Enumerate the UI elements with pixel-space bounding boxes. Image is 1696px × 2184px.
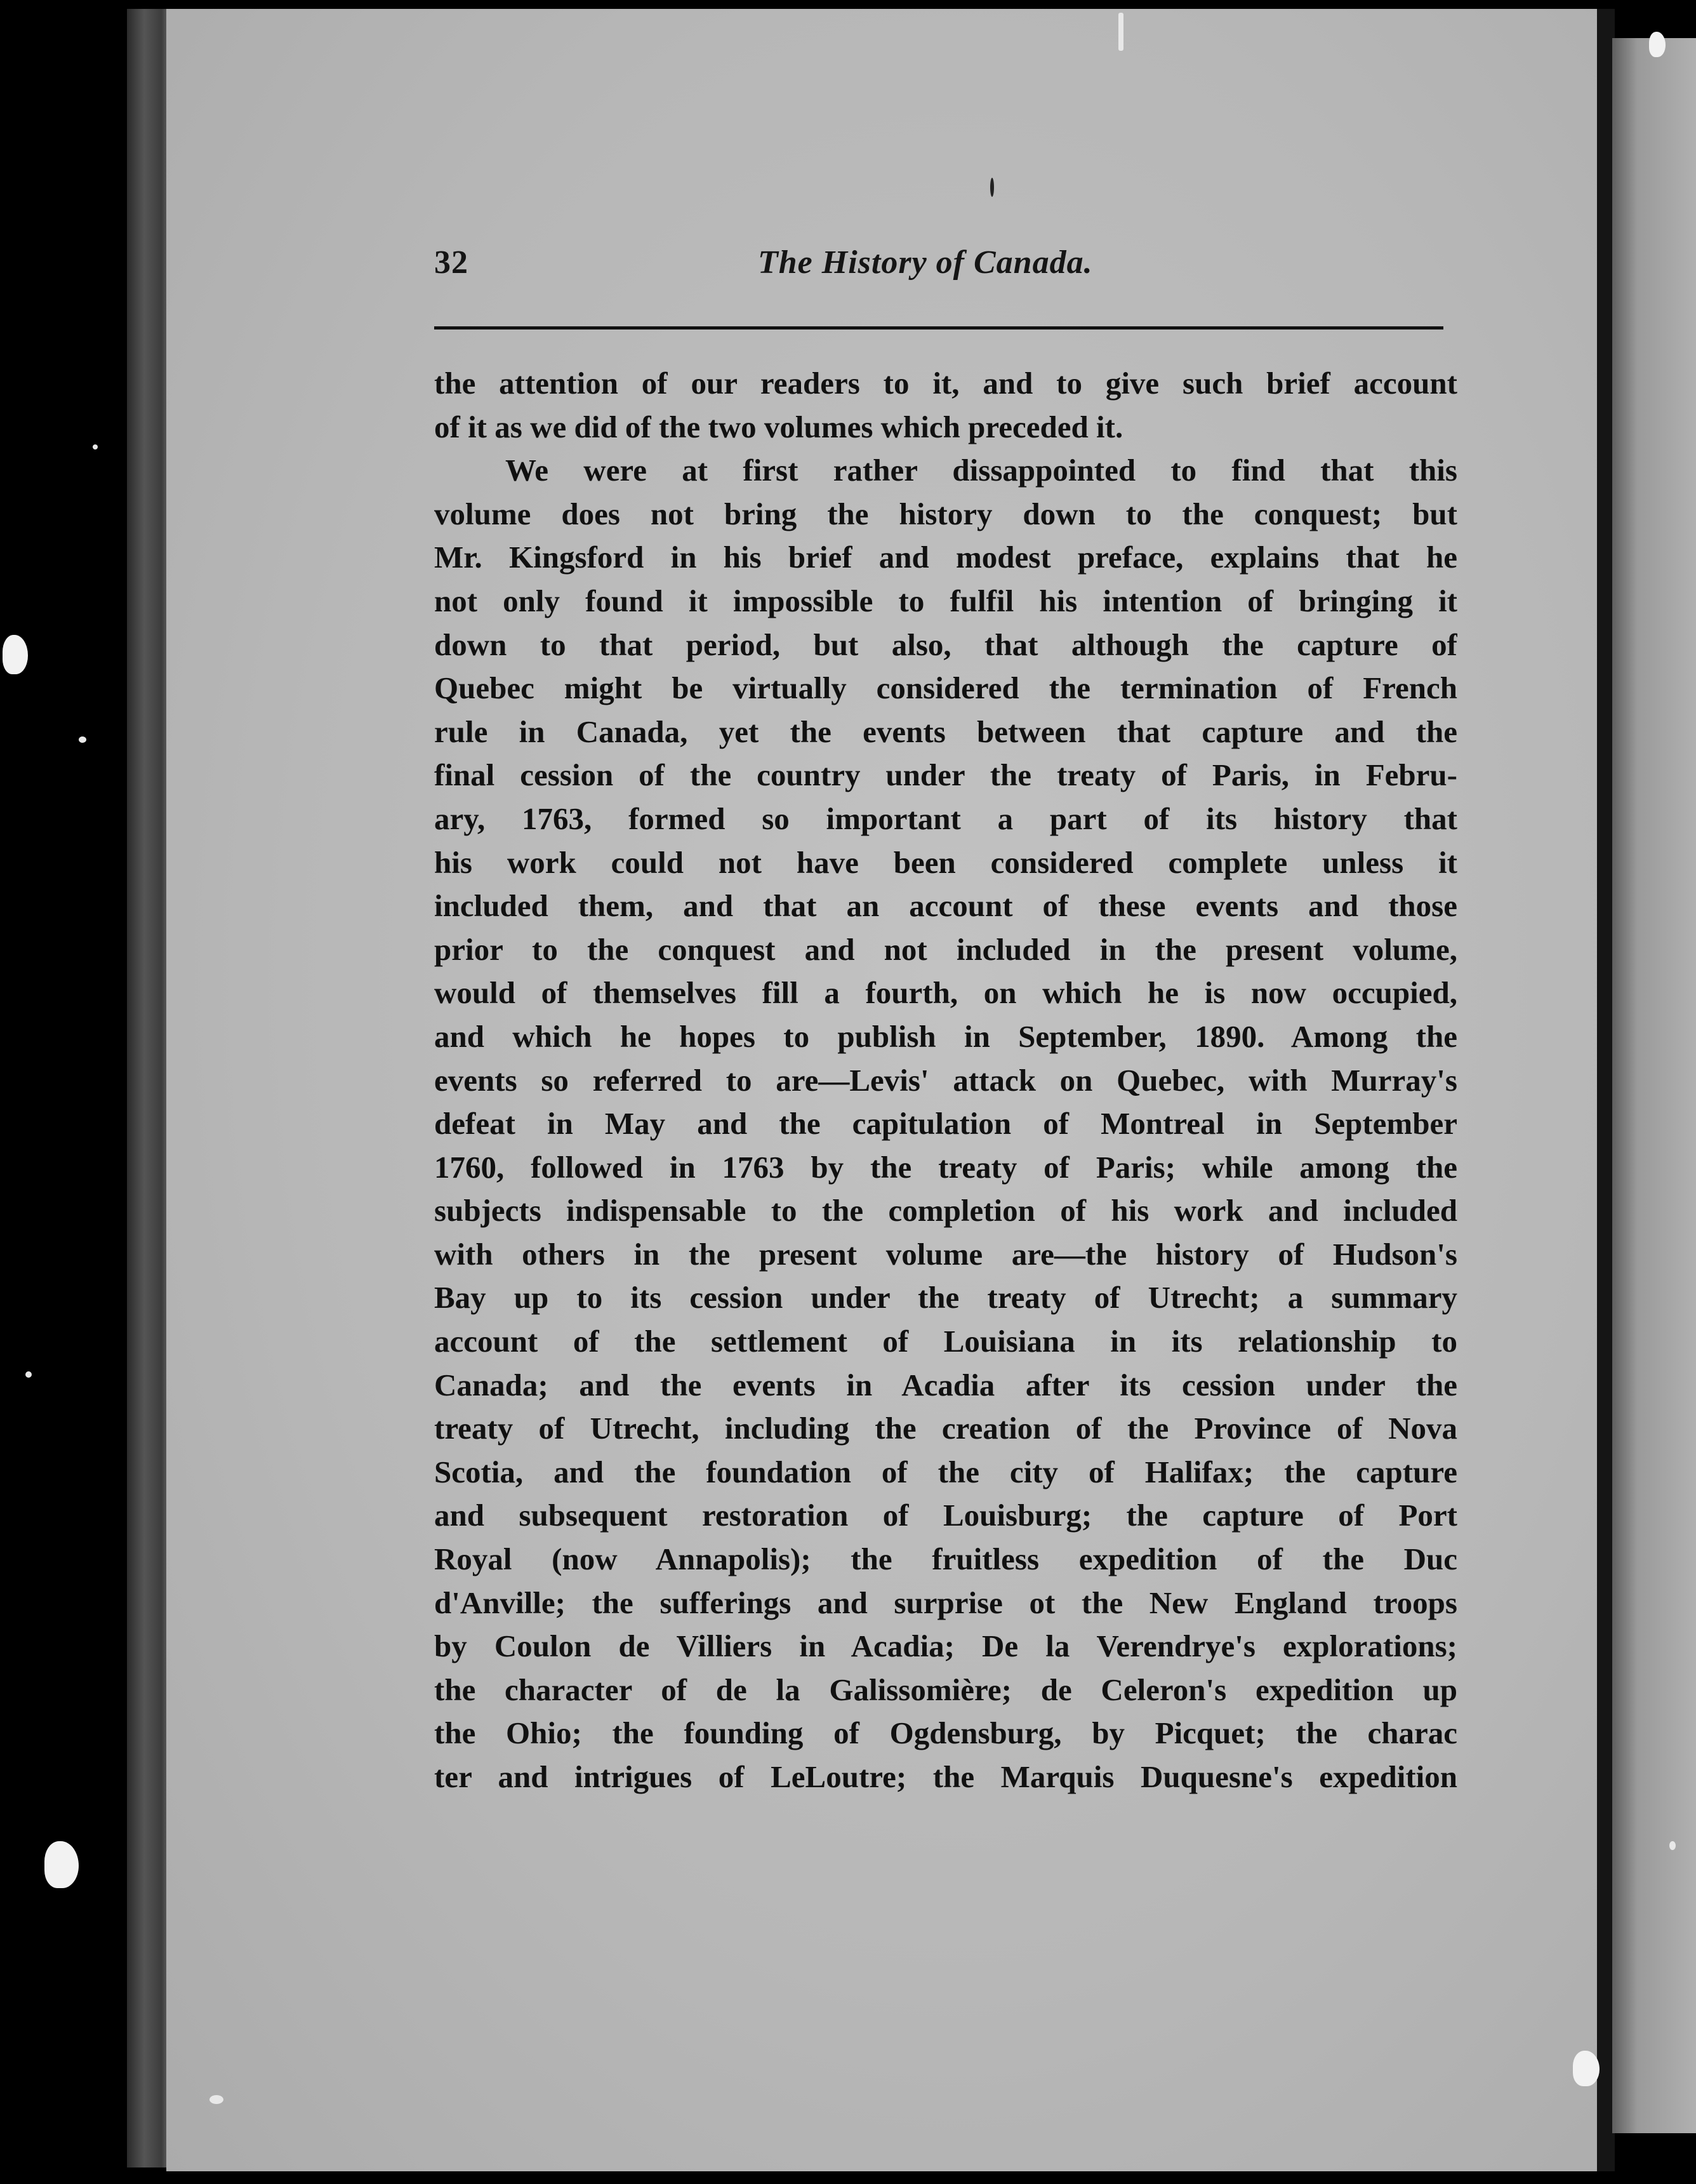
text-line: and which he hopes to publish in September, 1890. Among the [434,1018,1457,1054]
text-line: included them, and that an account of these events and those [434,888,1457,924]
text-line: Canada; and the events in Acadia after its cession under the [434,1367,1457,1402]
text-line: the attention of our readers to it, and to give such brief account [434,366,1457,401]
text-line: and subsequent restoration of Louisburg; the capture of Port [434,1498,1457,1533]
text-line: Royal (now Annapolis); the fruitless expedition of the Duc [434,1541,1457,1577]
text-line: defeat in May and the capitulation of Montreal in September [434,1106,1457,1142]
text-line: by Coulon de Villiers in Acadia; De la Verendrye's explorations; [434,1628,1457,1664]
text-line: the Ohio; the founding of Ogdensburg, by Picquet; the charac [434,1715,1457,1751]
text-line: would of themselves fill a fourth, on which he is now occupied, [434,975,1457,1011]
text-line: We were at first rather dissappointed to find that this [505,453,1457,488]
text-line: rule in Canada, yet the events between that capture and the [434,714,1457,749]
running-title: The History of Canada. [758,244,1093,281]
text-line: of it as we did of the two volumes which preceded it. [434,409,1123,444]
text-line: d'Anville; the sufferings and surprise ot the New England troops [434,1585,1457,1620]
scan-speck [93,444,98,449]
page-number: 32 [434,244,468,281]
body-text [434,362,1457,1799]
text-line: treaty of Utrecht, including the creation of the Province of Nova [434,1411,1457,1446]
book-spine [127,9,170,2167]
scan-speck [1669,1841,1676,1850]
text-line: Bay up to its cession under the treaty of Utrecht; a summary [434,1280,1457,1315]
text-line: account of the settlement of Louisiana in its relationship to [434,1324,1457,1359]
text-line: his work could not have been considered complete unless it [434,844,1457,880]
text-line: ary, 1763, formed so important a part of its history that [434,801,1457,836]
scan-blot [1573,2051,1600,2086]
scan-speck [25,1371,32,1378]
text-line: not only found it impossible to fulfil his intention of bringing it [434,583,1457,618]
scan-blot [44,1841,79,1888]
scan-blot [3,635,28,674]
text-line: final cession of the country under the treaty of Paris, in Febru- [434,757,1457,793]
text-line: Quebec might be virtually considered the termination of French [434,670,1457,706]
scan-speck [209,2095,223,2104]
text-line: subjects indispensable to the completion of his work and included [434,1193,1457,1228]
text-line: Scotia, and the foundation of the city of Halifax; the capture [434,1454,1457,1489]
scan-speck [990,178,994,197]
scan-speck [1118,13,1123,51]
scan-speck [79,736,86,743]
scan-blot [1649,32,1666,57]
running-header [434,244,1443,291]
text-line: with others in the present volume are—the history of Hudson's [434,1236,1457,1272]
text-line: the character of de la Galissomière; de Celeron's expedition up [434,1672,1457,1707]
adjacent-page-edge [1612,38,1696,2133]
text-line: volume does not bring the history down to the conquest; but [434,496,1457,531]
text-line: down to that period, but also, that although the capture of [434,627,1457,662]
text-line: events so referred to are—Levis' attack on Quebec, with Murray's [434,1062,1457,1098]
text-line: ter and intrigues of LeLoutre; the Marquis Duquesne's expedition [434,1759,1457,1794]
header-rule [434,326,1443,330]
text-line: prior to the conquest and not included in the present volume, [434,931,1457,967]
text-line: Mr. Kingsford in his brief and modest preface, explains that he [434,540,1457,575]
text-line: 1760, followed in 1763 by the treaty of Paris; while among the [434,1149,1457,1185]
